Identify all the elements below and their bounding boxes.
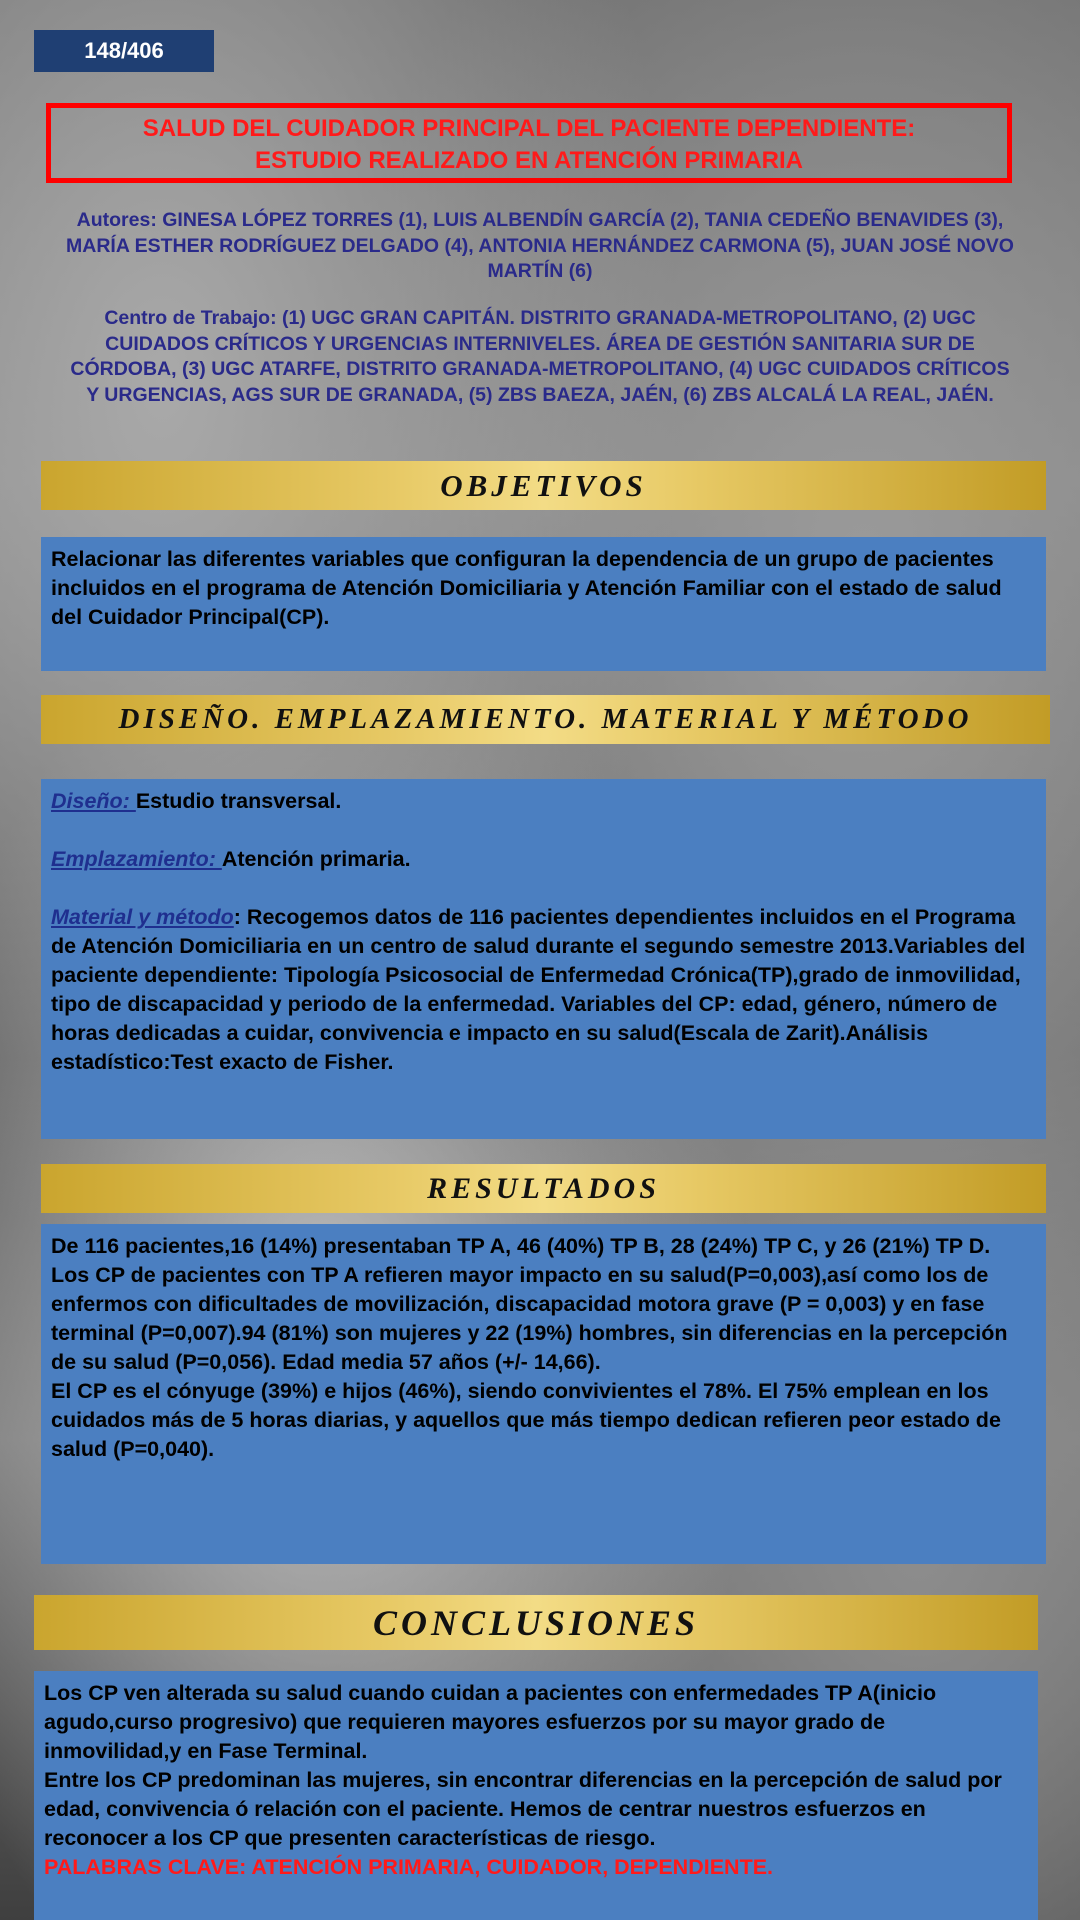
title-line-2: ESTUDIO REALIZADO EN ATENCIÓN PRIMARIA — [254, 147, 803, 174]
resultados-p3: El CP es el cónyuge (39%) e hijos (46%), siendo convivientes el 78%. El 75% emplean en los cuidados más de 5 horas diarias, y aquellos que más tiempo dedican refieren peor estado de salud (P=0,040). — [51, 1379, 1001, 1461]
resultados-panel — [41, 1224, 1046, 1564]
emplazamiento-line — [51, 845, 1036, 874]
diseno-heading: DISEÑO. EMPLAZAMIENTO. MATERIAL Y MÉTODO — [41, 695, 1050, 744]
conclusiones-p2: Entre los CP predominan las mujeres, sin encontrar diferencias en la percepción de salud por edad, convivencia ó relación con el paciente. Hemos de centrar nuestros esfuerzos en reconocer a los CP que presenten características de riesgo. — [44, 1768, 1002, 1850]
diseno-panel — [41, 779, 1046, 1139]
page-counter: 148/406 — [34, 30, 214, 72]
emplazamiento-value: Atención primaria. — [221, 847, 411, 871]
material-value: : Recogemos datos de 116 pacientes dependientes incluidos en el Programa de Atención Domiciliaria en un centro de salud durante el segundo semestre 2013.Variables del paciente dependiente: Tipología Psicosocial de Enfermedad Crónica(TP),grado de inmovilidad, tipo de discapacidad y periodo de la enfermedad. Variables del CP: edad, género, número de horas dedicadas a cuidar, convivencia e impacto en su salud(Escala de Zarit).Análisis estadístico:Test exacto de Fisher. — [51, 905, 1026, 1074]
conclusiones-p1: Los CP ven alterada su salud cuando cuidan a pacientes con enfermedades TP A(inicio agudo,curso progresivo) que requieren mayores esfuerzos por su mayor grado de inmovilidad,y en Fase Terminal. — [44, 1681, 937, 1763]
conclusiones-heading: CONCLUSIONES — [34, 1595, 1038, 1650]
material-paragraph — [51, 903, 1036, 1077]
material-label: Material y método — [51, 905, 234, 929]
poster-title — [46, 103, 1012, 183]
title-line-1: SALUD DEL CUIDADOR PRINCIPAL DEL PACIENTE DEPENDIENTE: — [142, 115, 916, 142]
authors-text: Autores: GINESA LÓPEZ TORRES (1), LUIS ALBENDÍN GARCÍA (2), TANIA CEDEÑO BENAVIDES (3), MARÍA ESTHER RODRÍGUEZ DELGADO (4), ANTONIA HERNÁNDEZ CARMONA (5), JUAN JOSÉ NOVO MARTÍN (6) — [66, 209, 1014, 282]
workplace-text: Centro de Trabajo: (1) UGC GRAN CAPITÁN. DISTRITO GRANADA-METROPOLITANO, (2) UGC CUIDADOS CRÍTICOS Y URGENCIAS INTERNIVELES. ÁREA DE GESTIÓN SANITARIA SUR DE CÓRDOBA, (3) UGC ATARFE, DISTRITO GRANADA-METROPOLITANO, (4) UGC CUIDADOS CRÍTICOS Y URGENCIAS, AGS SUR DE GRANADA, (5) ZBS BAEZA, JAÉN, (6) ZBS ALCALÁ LA REAL, JAÉN. — [70, 307, 1010, 406]
diseno-line — [51, 787, 1036, 816]
diseno-label: Diseño: — [51, 789, 136, 813]
resultados-p1: De 116 pacientes,16 (14%) presentaban TP A, 46 (40%) TP B, 28 (24%) TP C, y 26 (21%) TP D. — [51, 1234, 991, 1258]
resultados-p2: Los CP de pacientes con TP A refieren mayor impacto en su salud(P=0,003),así como los de enfermos con dificultades de movilización, discapacidad motora grave (P = 0,003) y en fase terminal (P=0,007).94 (81%) son mujeres y 22 (19%) hombres, sin diferencias en la percepción de su salud (P=0,056). Edad media 57 años (+/- 14,66). — [51, 1263, 1008, 1374]
conclusiones-panel — [34, 1671, 1038, 1920]
keywords: PALABRAS CLAVE: ATENCIÓN PRIMARIA, CUIDADOR, DEPENDIENTE. — [44, 1855, 774, 1879]
objetivos-heading: OBJETIVOS — [41, 461, 1046, 510]
objetivos-panel — [41, 537, 1046, 671]
objetivos-text: Relacionar las diferentes variables que configuran la dependencia de un grupo de pacientes incluidos en el programa de Atención Domiciliaria y Atención Familiar con el estado de salud del Cuidador Principal(CP). — [51, 547, 1002, 629]
resultados-heading: RESULTADOS — [41, 1164, 1046, 1213]
diseno-value: Estudio transversal. — [135, 789, 342, 813]
emplazamiento-label: Emplazamiento: — [51, 847, 222, 871]
